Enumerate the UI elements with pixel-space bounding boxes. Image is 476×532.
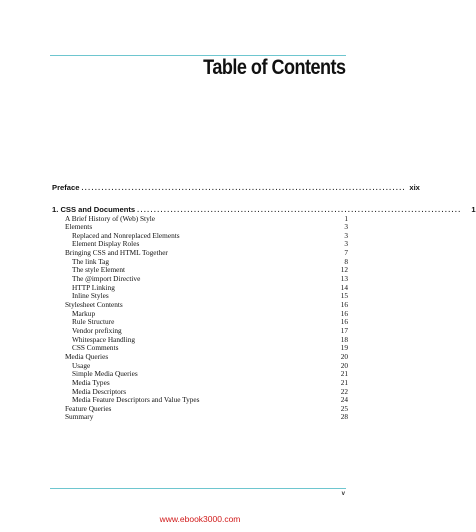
toc-entry-page: 25: [340, 403, 348, 413]
toc-entry-title: Markup: [72, 308, 96, 318]
watermark: www.ebook3000.com: [159, 514, 241, 524]
toc-entry-page: 3: [344, 222, 348, 232]
toc-entry-page: 21: [340, 369, 348, 379]
toc-entry-page: 8: [344, 256, 348, 266]
toc-entry-page: 16: [340, 317, 348, 327]
toc-preface-label: Preface: [52, 183, 80, 192]
toc-entry-page: 24: [340, 395, 348, 405]
toc-entry-title: Rule Structure: [72, 317, 115, 327]
toc-entry-page: 13: [340, 274, 348, 284]
dot-leader: .................................................................................................: [137, 207, 462, 214]
toc-entry-title: Simple Media Queries: [72, 369, 138, 379]
toc-entry-page: 15: [340, 291, 348, 301]
toc-entry-page: 16: [340, 300, 348, 309]
toc-entry-title: Vendor prefixing: [72, 325, 122, 335]
toc-entry-page: 20: [340, 360, 348, 370]
toc-preface-page: xix: [409, 183, 420, 192]
toc-entry-page: 16: [340, 308, 348, 318]
toc-entry-title: Media Feature Descriptors and Value Types: [72, 395, 200, 405]
toc-entry-title: Replaced and Nonreplaced Elements: [72, 230, 180, 240]
toc-preface[interactable]: [52, 183, 420, 193]
toc-entry-title: The style Element: [72, 265, 126, 275]
toc-entry-title: Bringing CSS and HTML Together: [65, 248, 168, 258]
toc-entry-title: CSS Comments: [72, 343, 119, 353]
toc-entry-page: 3: [344, 230, 348, 240]
toc-entry-page: 28: [340, 412, 348, 422]
toc-entry-title: Elements: [65, 222, 93, 232]
toc-entry-title: Media Descriptors: [72, 386, 127, 396]
toc-entry-title: Media Queries: [65, 351, 109, 361]
toc-entry-page: 21: [340, 377, 348, 387]
toc-entry-title: The @import Directive: [72, 274, 141, 284]
toc-entry-page: 19: [340, 343, 348, 353]
toc-entry-page: 1: [344, 213, 348, 223]
toc-entry-title: Summary: [65, 412, 94, 422]
toc-entry-title: Stylesheet Contents: [65, 300, 123, 309]
toc-entry-page: 3: [344, 239, 348, 249]
toc-entry-page: 14: [340, 282, 348, 292]
toc-entry-title: Whitespace Handling: [72, 334, 136, 344]
toc-entry-title: The link Tag: [72, 256, 110, 266]
toc-chapter-1-label: 1. CSS and Documents: [52, 205, 136, 214]
toc-entry-page: 20: [340, 351, 348, 361]
toc-entry-page: 7: [344, 248, 348, 258]
toc-entry-title: HTTP Linking: [72, 282, 115, 292]
page-number: v: [341, 491, 345, 497]
dot-leader: .................................................................................................: [81, 185, 406, 192]
toc-entry-title: Element Display Roles: [72, 239, 140, 249]
toc-entry-title: Usage: [72, 360, 91, 370]
toc-entry-page: 22: [340, 386, 348, 396]
toc-entry-title: A Brief History of (Web) Style: [65, 213, 155, 223]
toc-entry-title: Inline Styles: [72, 291, 109, 301]
toc-entry-page: 12: [340, 265, 348, 275]
toc-entry-page: 17: [340, 325, 348, 335]
toc-entry-title: Feature Queries: [65, 403, 112, 413]
toc-entry-title: Media Types: [72, 377, 110, 387]
page-title: Table of Contents: [203, 56, 346, 79]
bottom-rule: [50, 488, 346, 489]
toc-entry-page: 18: [340, 334, 348, 344]
toc-chapter-1-page: 1: [471, 205, 476, 214]
